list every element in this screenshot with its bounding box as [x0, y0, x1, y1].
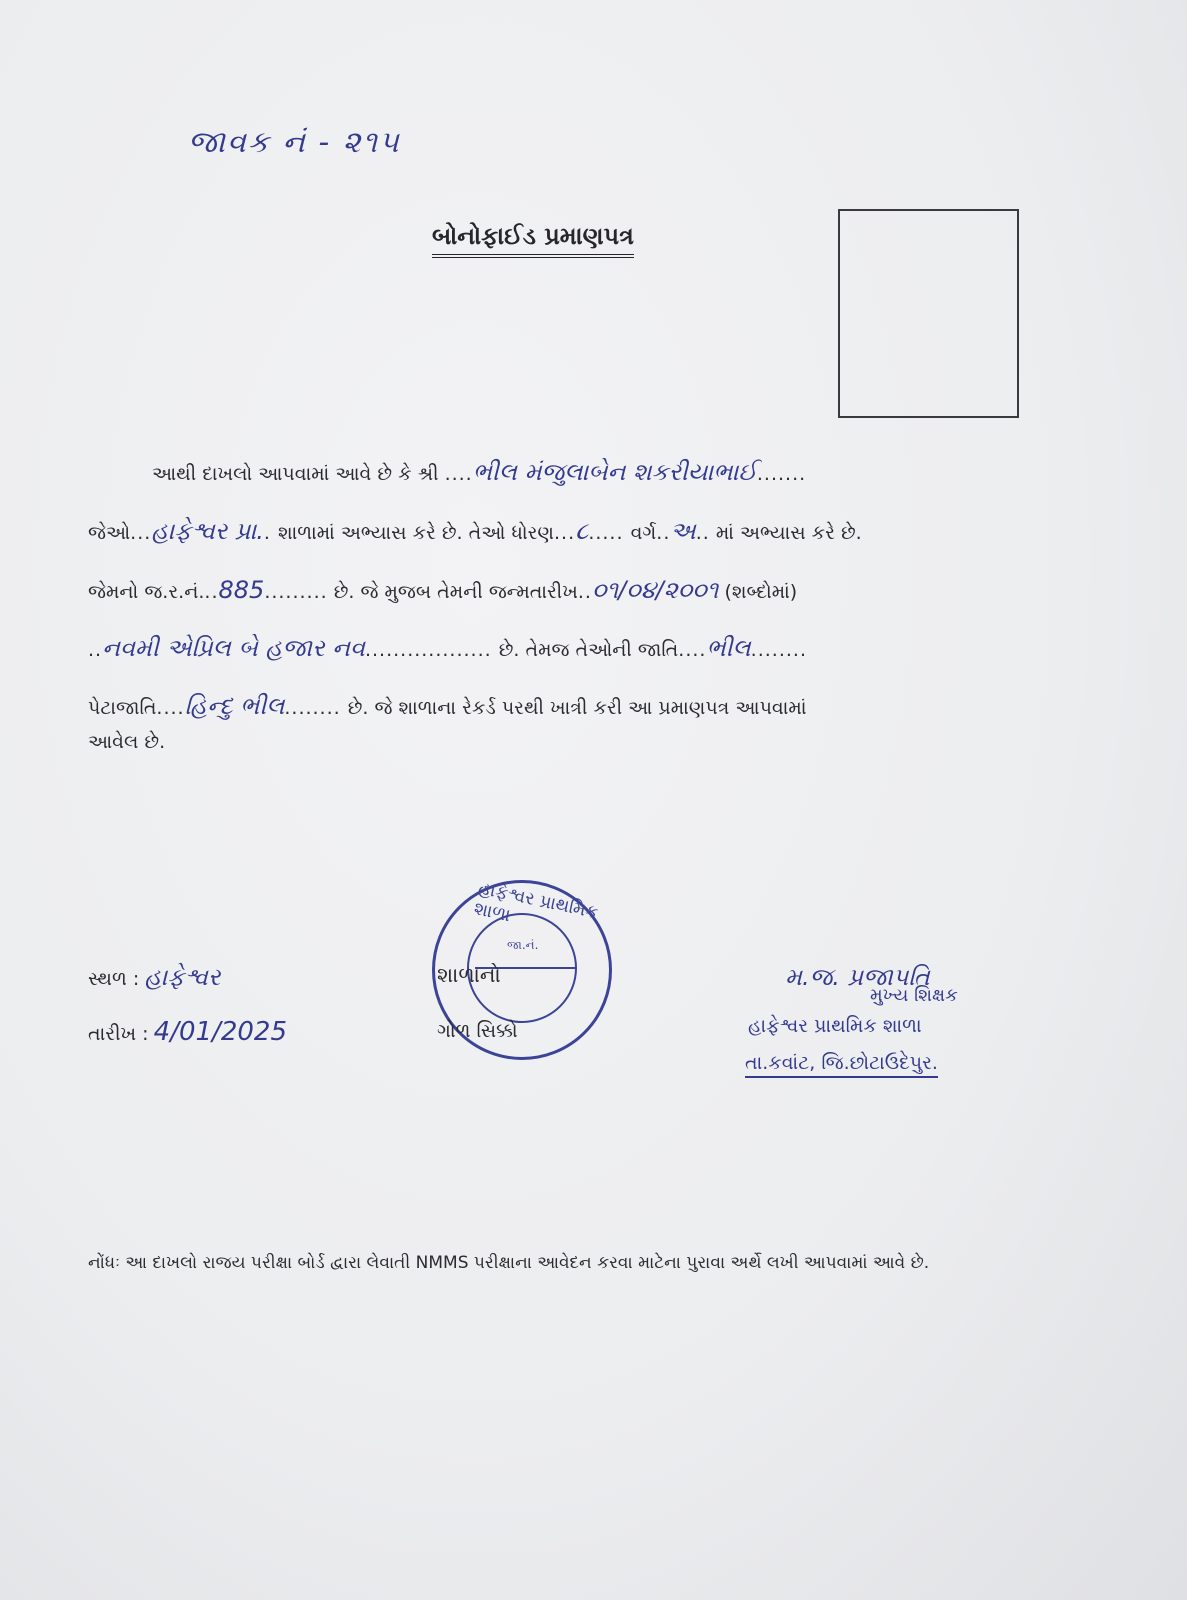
- photo-box: [838, 209, 1019, 418]
- place-label: સ્થળ :: [88, 968, 140, 990]
- certificate-title: બોનોફાઈડ પ્રમાણપત્ર: [432, 222, 634, 258]
- taluka-district: તા.કવાંટ, જિ.છોટાઉદેપુર.: [745, 1052, 938, 1078]
- signature: મ.જ. પ્રજાપતિ: [785, 963, 930, 991]
- body-line-5: પેટાજાતિ....હિન્દુ ભીલ........ છે. જે શાળાના રેકર્ડ પરથી ખાત્રી કરી આ પ્રમાણપત્ર આપવામાં: [88, 692, 807, 720]
- date-of-birth: ૦૧/૦૪/૨૦૦૧: [591, 576, 719, 604]
- line2-class: વર્ગ: [630, 522, 657, 544]
- line5-suffix: છે. જે શાળાના રેકર્ડ પરથી ખાત્રી કરી આ પ્રમાણપત્ર આપવામાં: [347, 697, 807, 719]
- date-row: [88, 1017, 287, 1047]
- sub-caste: હિન્દુ ભીલ: [184, 692, 285, 720]
- line5-prefix: પેટાજાતિ: [88, 697, 157, 719]
- seal-ring-text: હાફેશ્વર પ્રાથમિક શાળા: [472, 877, 601, 927]
- school-short: હાફેશ્વર પ્રા.: [151, 517, 264, 545]
- seal-code: જા.નં.: [507, 938, 539, 952]
- body-line-2: જેઓ...હાફેશ્વર પ્રા.. શાળામાં અભ્યાસ કરે છે. તેઓ ધોરણ...૮..... વર્ગ..અ.. માં અભ્યાસ કરે છે.: [88, 517, 862, 545]
- line3-mid: છે. જે મુજબ તેમની જન્મતારીખ: [333, 581, 578, 603]
- line2-suffix: માં અભ્યાસ કરે છે.: [715, 522, 862, 544]
- school-name: હાફેશ્વર પ્રાથમિક શાળા: [748, 1015, 922, 1037]
- body-line-6: આવેલ છે.: [88, 731, 166, 753]
- footer-note: નોંધઃ આ દાખલો રાજય પરીક્ષા બોર્ડ દ્વારા લેવાતી NMMS પરીક્ષાના આવેદન કરવા માટેના પુરાવા અર્થે લખી આપવામાં આવે છે.: [88, 1253, 930, 1273]
- body-line-1: આથી દાખલો આપવામાં આવે છે કે શ્રી ....ભીલ મંજુલાબેન શકરીયાભાઈ.......: [152, 458, 807, 486]
- date-label: તારીખ :: [88, 1023, 149, 1045]
- student-name: ભીલ મંજુલાબેન શકરીયાભાઈ: [472, 458, 757, 486]
- line1-prefix: આથી દાખલો આપવામાં આવે છે કે શ્રી: [152, 463, 439, 485]
- line3-prefix: જેમનો જ.ર.નં.: [88, 581, 205, 603]
- division: અ: [670, 517, 696, 545]
- place-row: [88, 963, 220, 991]
- inward-number: જાવક નં - ૨૧૫: [188, 125, 401, 160]
- caste: ભીલ: [706, 634, 751, 662]
- line2-prefix: જેઓ: [88, 522, 131, 544]
- body-line-3: જેમનો જ.ર.નં...885......... છે. જે મુજબ તેમની જન્મતારીખ..૦૧/૦૪/૨૦૦૧ (શબ્દોમાં): [88, 576, 798, 604]
- line4-mid: છે. તેમજ તેઓની જાતિ: [498, 639, 679, 661]
- gr-number: 885: [218, 576, 265, 604]
- standard: ૮: [575, 517, 589, 545]
- line2-mid: શાળામાં અભ્યાસ કરે છે. તેઓ ધોરણ: [277, 522, 554, 544]
- date-value: 4/01/2025: [153, 1017, 287, 1047]
- designation: મુખ્ય શિક્ષક: [870, 985, 958, 1006]
- dob-in-words: નવમી એપ્રિલ બે હજાર નવ: [102, 634, 365, 662]
- line3-suffix: (શબ્દોમાં): [724, 581, 798, 603]
- place-value: હાફેશ્વર: [144, 963, 221, 991]
- seal-caption: ગોળ સિક્કો: [437, 1020, 518, 1042]
- seal-school-label: શાળાનો: [437, 963, 501, 987]
- body-line-4: ..નવમી એપ્રિલ બે હજાર નવ.................. છે. તેમજ તેઓની જાતિ....ભીલ........: [88, 634, 807, 662]
